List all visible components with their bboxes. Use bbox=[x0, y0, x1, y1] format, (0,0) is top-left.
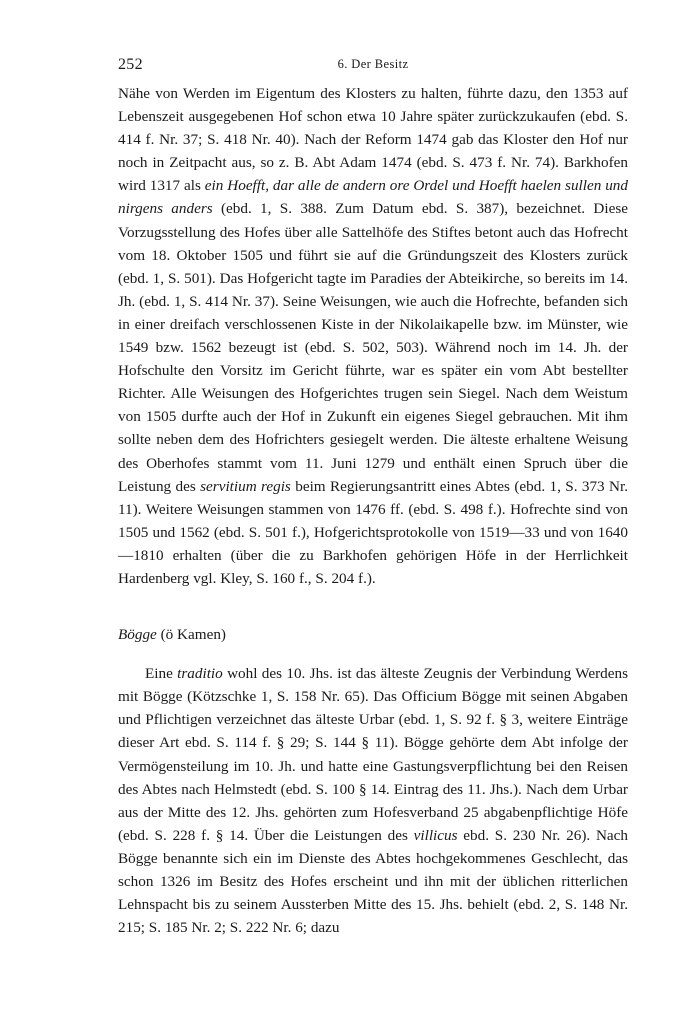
quoted-phrase: ein Hoefft, dar alle de andern ore Ordel und Hoefft haelen sullen und nirgens anders bbox=[118, 177, 628, 218]
text-segment: ebd. S. 230 Nr. 26). Nach Bögge benannte sich ein im Dienste des Abtes hochgekommenes Geschlecht, das schon 1326 im Besitz des Hofes erscheint und ihn mit der üblichen ritterlichen Lehnspacht bis zu seinem Aussterben Mitte des 15. Jhs. behielt (ebd. 2, S. 148 Nr. 215; S. 185 Nr. 2; S. 222 Nr. 6; dazu bbox=[118, 826, 628, 937]
text-segment: Nähe von Werden im Eigentum des Klosters zu halten, führte dazu, den 1353 auf Lebenszeit ausgegebenen Hof schon etwa 10 Jahre später zurückzukaufen (ebd. S. 414 f. Nr. 37; S. 418 Nr. 40). Nach der Reform 1474 gab das Kloster den Hof nur noch in Zeitpacht aus, so z. B. Abt Adam 1474 (ebd. S. 473 f. Nr. 74). Barkhofen wird 1317 als bbox=[118, 85, 628, 195]
text-segment: (ebd. 1, S. 388. Zum Datum ebd. S. 387), bezeichnet. Diese Vorzugsstellung des Hofes über alle Sattelhöfe des Stiftes betont auch das Hofrecht vom 18. Oktober 1505 und führt sie auf die Gründungszeit des Klosters zurück (ebd. 1, S. 501). Das Hofgericht tagte im Paradies der Abteikirche, so bereits im 14. Jh. (ebd. 1, S. 414 Nr. 37). Seine Weisungen, wie auch die Hofrechte, befanden sich in einer dreifach verschlossenen Kiste in der Nikolaikapelle bzw. im Münster, wie 1549 bzw. 1562 bezeugt ist (ebd. S. 502, 503). Während noch im 14. Jh. der Hofschulte den Vorsitz im Gericht führte, war es später ein vom Abt bestellter Richter. Alle Weisungen des Hofgerichtes trugen sein Siegel. Nach dem Weistum von 1505 durfte auch der Hof in Zukunft ein eigenes Siegel gebrauchen. Mit ihm sollte neben dem des Hofrichters gesiegelt werden. Die älteste erhaltene Weisung des Oberhofes stammt vom 11. Juni 1279 und enthält einen Spruch über die Leistung des bbox=[118, 200, 629, 495]
latin-term: servitium regis bbox=[200, 477, 291, 495]
text-segment: wohl des 10. Jhs. ist das älteste Zeugnis der Verbindung Werdens mit Bögge (Kötzschke 1, S. 158 Nr. 65). Das Officium Bögge mit seinen Abgaben und Pflichtigen verzeichnet das älteste Urbar (ebd. 1, S. 92 f. § 3, weitere Einträge dieser Art ebd. S. 114 f. § 29; S. 144 § 11). Bögge gehörte dem Abt infolge der Vermögensteilung im 10. Jh. und hatte eine Gastungsverpflichtung bei den Reisen des Abtes nach Helmstedt (ebd. S. 100 § 14. Eintrag des 11. Jhs.). Nach dem Urbar aus der Mitte des 12. Jhs. gehörten zum Hofesverband 25 abgabenpflichtige Höfe (ebd. S. 228 f. § 14. Über die Leistungen des bbox=[118, 665, 628, 844]
barkhofen-paragraph bbox=[118, 82, 628, 590]
book-page bbox=[118, 56, 628, 939]
running-head: 6. Der Besitz bbox=[337, 57, 409, 71]
heading-location: (ö Kamen) bbox=[156, 626, 226, 644]
section-heading-boegge bbox=[118, 623, 628, 646]
heading-place-name: Bögge bbox=[118, 626, 157, 644]
page-number: 252 bbox=[118, 56, 143, 73]
text-segment: Eine bbox=[145, 665, 178, 683]
page-header bbox=[118, 56, 628, 82]
text-segment: beim Regierungsantritt eines Abtes (ebd. 1, S. 373 Nr. 11). Weitere Weisungen stammen von 1476 ff. (ebd. S. 498 f.). Hofrechte sind von 1505 und 1562 (ebd. S. 501 f.), Hofgerichtsprotokolle von 1519—33 und von 1640—1810 erhalten (über die zu Barkhofen gehörigen Höfe in der Herrlichkeit Hardenberg vgl. Kley, S. 160 f., S. 204 f.). bbox=[118, 477, 628, 587]
latin-term: traditio bbox=[177, 665, 223, 683]
boegge-paragraph bbox=[118, 662, 628, 939]
latin-term: villicus bbox=[413, 826, 458, 844]
